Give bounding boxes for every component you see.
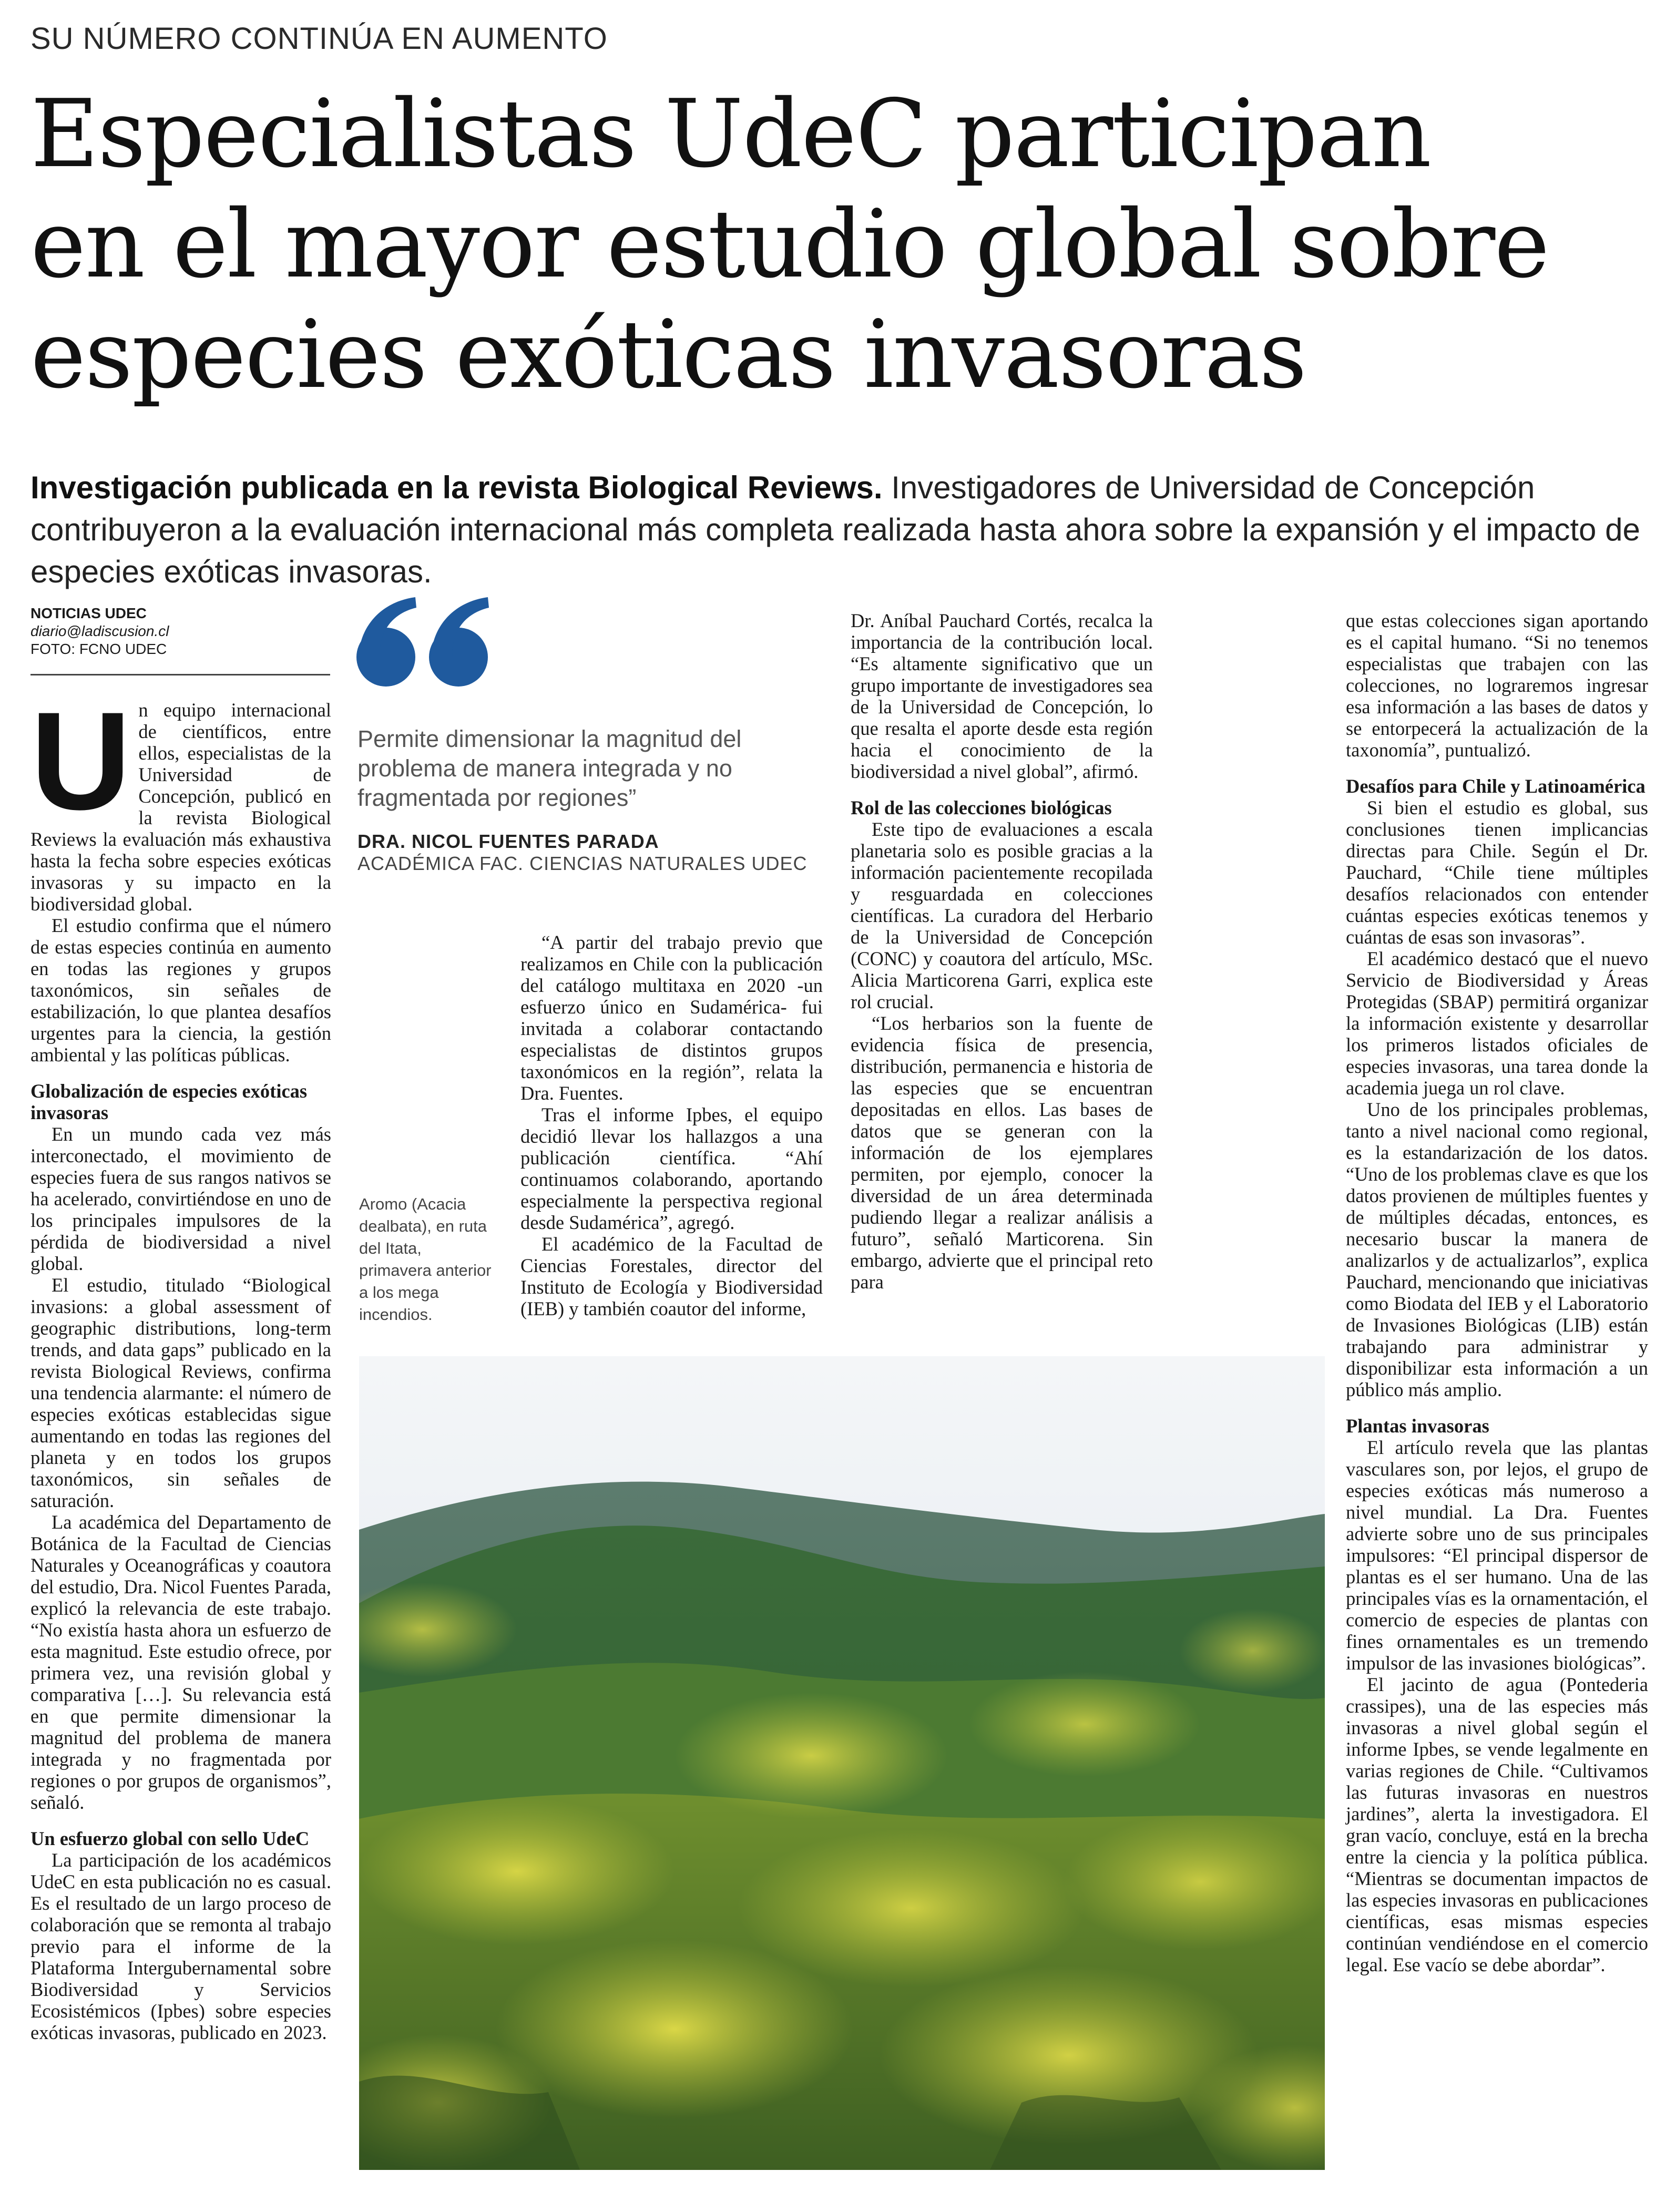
subheading: Rol de las colecciones biológicas	[851, 797, 1112, 818]
paragraph: Tras el informe Ipbes, el equipo decidió llevar los hallazgos a una publicación científica. “Ahí continuamos colaborando, aportando especialmente la perspectiva regional desde Sudamérica”, agregó.	[520, 1104, 823, 1233]
byline-source: NOTICIAS UDEC	[30, 605, 147, 621]
pull-quote-text: Permite dimensionar la magnitud del problema de manera integrada y no fragmentada por regiones”	[357, 725, 742, 811]
byline-divider	[30, 674, 330, 675]
paragraph: El académico de la Facultad de Ciencias Forestales, director del Instituto de Ecología y Biodiversidad (IEB) y también coautor del informe,	[520, 1233, 823, 1319]
paragraph: Este tipo de evaluaciones a escala planetaria solo es posible gracias a la información pacientemente recopilada y resguardada en colecciones científicas. La curadora del Herbario de la Universidad de Concepción (CONC) y coautora del artículo, MSc. Alicia Marticorena Garri, explica este rol crucial.	[851, 818, 1153, 1012]
dropcap: U	[30, 683, 131, 839]
paragraph: Uno de los principales problemas, tanto a nivel nacional como regional, es la estandarización de los datos. “Uno de los problemas clave es que los datos provienen de múltiples fuentes y de múltiples décadas, entonces, es necesario buscar la manera de analizarlos y de actualizarlos”, explica Pauchard, mencionando que iniciativas como Biodata del IEB y el Laboratorio de Invasiones Biológicas (LIB) están trabajando para administrar y disponibilizar esta información a un público más amplio.	[1346, 1099, 1648, 1400]
deck	[30, 467, 1650, 593]
landscape-photo	[359, 1356, 1325, 2170]
paragraph: El académico destacó que el nuevo Servicio de Biodiversidad y Áreas Protegidas (SBAP) permitirá organizar la información existente y desarrollar los primeros listados oficiales de especies invasoras, una tarea donde la academia juega un rol clave.	[1346, 948, 1648, 1099]
byline	[30, 605, 330, 658]
deck-lead: Investigación publicada en la revista Biological Reviews.	[30, 470, 883, 505]
byline-email[interactable]: diario@ladiscusion.cl	[30, 623, 169, 639]
paragraph: El estudio confirma que el número de estas especies continúa en aumento en todas las regiones y grupos taxonómicos, sin señales de estabilización, lo que plantea desafíos urgentes para la ciencia, la gestión ambiental y las políticas públicas.	[30, 915, 331, 1066]
headline	[30, 79, 1660, 410]
paragraph: La académica del Departamento de Botánica de la Facultad de Ciencias Naturales y Oceanográficas y coautora del estudio, Dra. Nicol Fuentes Parada, explicó la relevancia de este trabajo. “No existía hasta ahora un esfuerzo de esta magnitud. Este estudio ofrece, por primera vez, una revisión global y comparativa […]. Su relevancia está en que permite dimensionar la magnitud del problema de manera integrada y no fragmentada por regiones o por grupos de organismos”, señaló.	[30, 1511, 331, 1813]
paragraph: El jacinto de agua (Pontederia crassipes), una de las especies más invasoras a nivel global según el informe Ipbes, se vende legalmente en varias regiones de Chile. “Cultivamos las futuras invasoras en nuestros jardines”, alerta la investigadora. El gran vacío, concluye, está en la brecha entre la ciencia y la política pública. “Mientras se documentan impactos de las especies invasoras en publicaciones científicas, esas mismas especies continúan vendiéndose en el comercio legal. Ese vacío se debe abordar”.	[1346, 1674, 1648, 1975]
paragraph: “Los herbarios son la fuente de evidencia física de presencia, distribución, permanencia e historia de las especies que se encuentran depositadas en ellos. Las bases de datos que se generan con la información de los ejemplares permiten, por ejemplo, conocer la diversidad de un área determinada pudiendo llegar a realizar análisis a futuro”, señaló Marticorena. Sin embargo, advierte que el principal reto para	[851, 1012, 1153, 1293]
paragraph: que estas colecciones sigan aportando es el capital humano. “Si no tenemos especialistas que trabajen con las colecciones, no lograremos ingresar esa información a las bases de datos y se entorpecerá la actualización de la taxonomía”, puntualizó.	[1346, 610, 1648, 761]
quote-marks-icon	[353, 594, 500, 697]
subheading: Desafíos para Chile y Latinoamérica	[1346, 775, 1646, 797]
subheading: Un esfuerzo global con sello UdeC	[30, 1828, 310, 1849]
headline-line-3: especies exóticas invasoras	[30, 300, 1306, 409]
paragraph: La participación de los académicos UdeC en esta publicación no es casual. Es el resultado de un largo proceso de colaboración que se remonta al trabajo previo para el informe de la Plataforma Intergubernamental sobre Biodiversidad y Servicios Ecosistémicos (Ipbes) sobre especies exóticas invasoras, publicado en 2023.	[30, 1849, 331, 2043]
column-3	[851, 610, 1153, 1293]
paragraph: Si bien el estudio es global, sus conclusiones tienen implicancias directas para Chile. Según el Dr. Pauchard, “Chile tiene múltiples desafíos relacionados con entender cuántas especies exóticas tenemos y cuántas de esas son invasoras”.	[1346, 797, 1648, 948]
photo-caption: Aromo (Acacia dealbata), en ruta del Itata, primavera anterior a los mega incendios.	[359, 1195, 492, 1324]
deck-text: Investigadores de Universidad de Concepción contribuyeron a la evaluación internacional más completa realizada hasta ahora sobre la expansión y el impacto de especies exóticas invasoras.	[30, 470, 1640, 589]
paragraph: En un mundo cada vez más interconectado, el movimiento de especies fuera de sus rangos nativos se ha acelerado, convirtiéndose en uno de los principales impulsores de la pérdida de biodiversidad a nivel global.	[30, 1123, 331, 1274]
column-1	[30, 683, 331, 2043]
subheading: Globalización de especies exóticas invasoras	[30, 1080, 308, 1123]
headline-line-1: Especialistas UdeC participan	[30, 79, 1431, 188]
column-2	[520, 931, 823, 1319]
paragraph: El artículo revela que las plantas vasculares son, por lejos, el grupo de especies exóticas más numeroso a nivel mundial. La Dra. Fuentes advierte sobre uno de sus principales impulsores: “El principal dispersor de plantas es el ser humano. Una de las principales vías es la ornamentación, el comercio de especies de plantas con fines ornamentales es un tremendo impulsor de las invasiones biológicas”.	[1346, 1437, 1648, 1674]
pull-quote-role: ACADÉMICA FAC. CIENCIAS NATURALES UDEC	[357, 853, 808, 874]
paragraph: Dr. Aníbal Pauchard Cortés, recalca la importancia de la contribución local. “Es altamente significativo que un grupo importante de investigadores sea de la Universidad de Concepción, lo que resalta el aporte desde esta región hacia el conocimiento de la biodiversidad a nivel global”, afirmó.	[851, 610, 1153, 782]
paragraph: n equipo internacional de científicos, entre ellos, especialistas de la Universidad de Concepción, publicó en la revista Biological Reviews la evaluación más exhaustiva hasta la fecha sobre especies exóticas invasoras y su impacto en la biodiversidad global.	[30, 699, 331, 915]
column-4	[1346, 610, 1648, 1975]
paragraph: “A partir del trabajo previo que realizamos en Chile con la publicación del catálogo multitaxa en 2020 -un esfuerzo único en Sudamérica- fui invitada a colaborar contactando especialistas de distintos grupos taxonómicos en la región”, relata la Dra. Fuentes.	[520, 931, 823, 1104]
paragraph: El estudio, titulado “Biological invasions: a global assessment of geographic distributions, long-term trends, and data gaps” publicado en la revista Biological Reviews, confirma una tendencia alarmante: el número de especies exóticas establecidas sigue aumentando en todas las regiones del planeta y en todos los grupos taxonómicos, sin señales de saturación.	[30, 1274, 331, 1511]
byline-photo-credit: FOTO: FCNO UDEC	[30, 641, 167, 657]
headline-line-2: en el mayor estudio global sobre	[30, 190, 1549, 299]
kicker: SU NÚMERO CONTINÚA EN AUMENTO	[30, 22, 608, 56]
pull-quote-name: DRA. NICOL FUENTES PARADA	[357, 831, 659, 852]
subheading: Plantas invasoras	[1346, 1415, 1489, 1437]
